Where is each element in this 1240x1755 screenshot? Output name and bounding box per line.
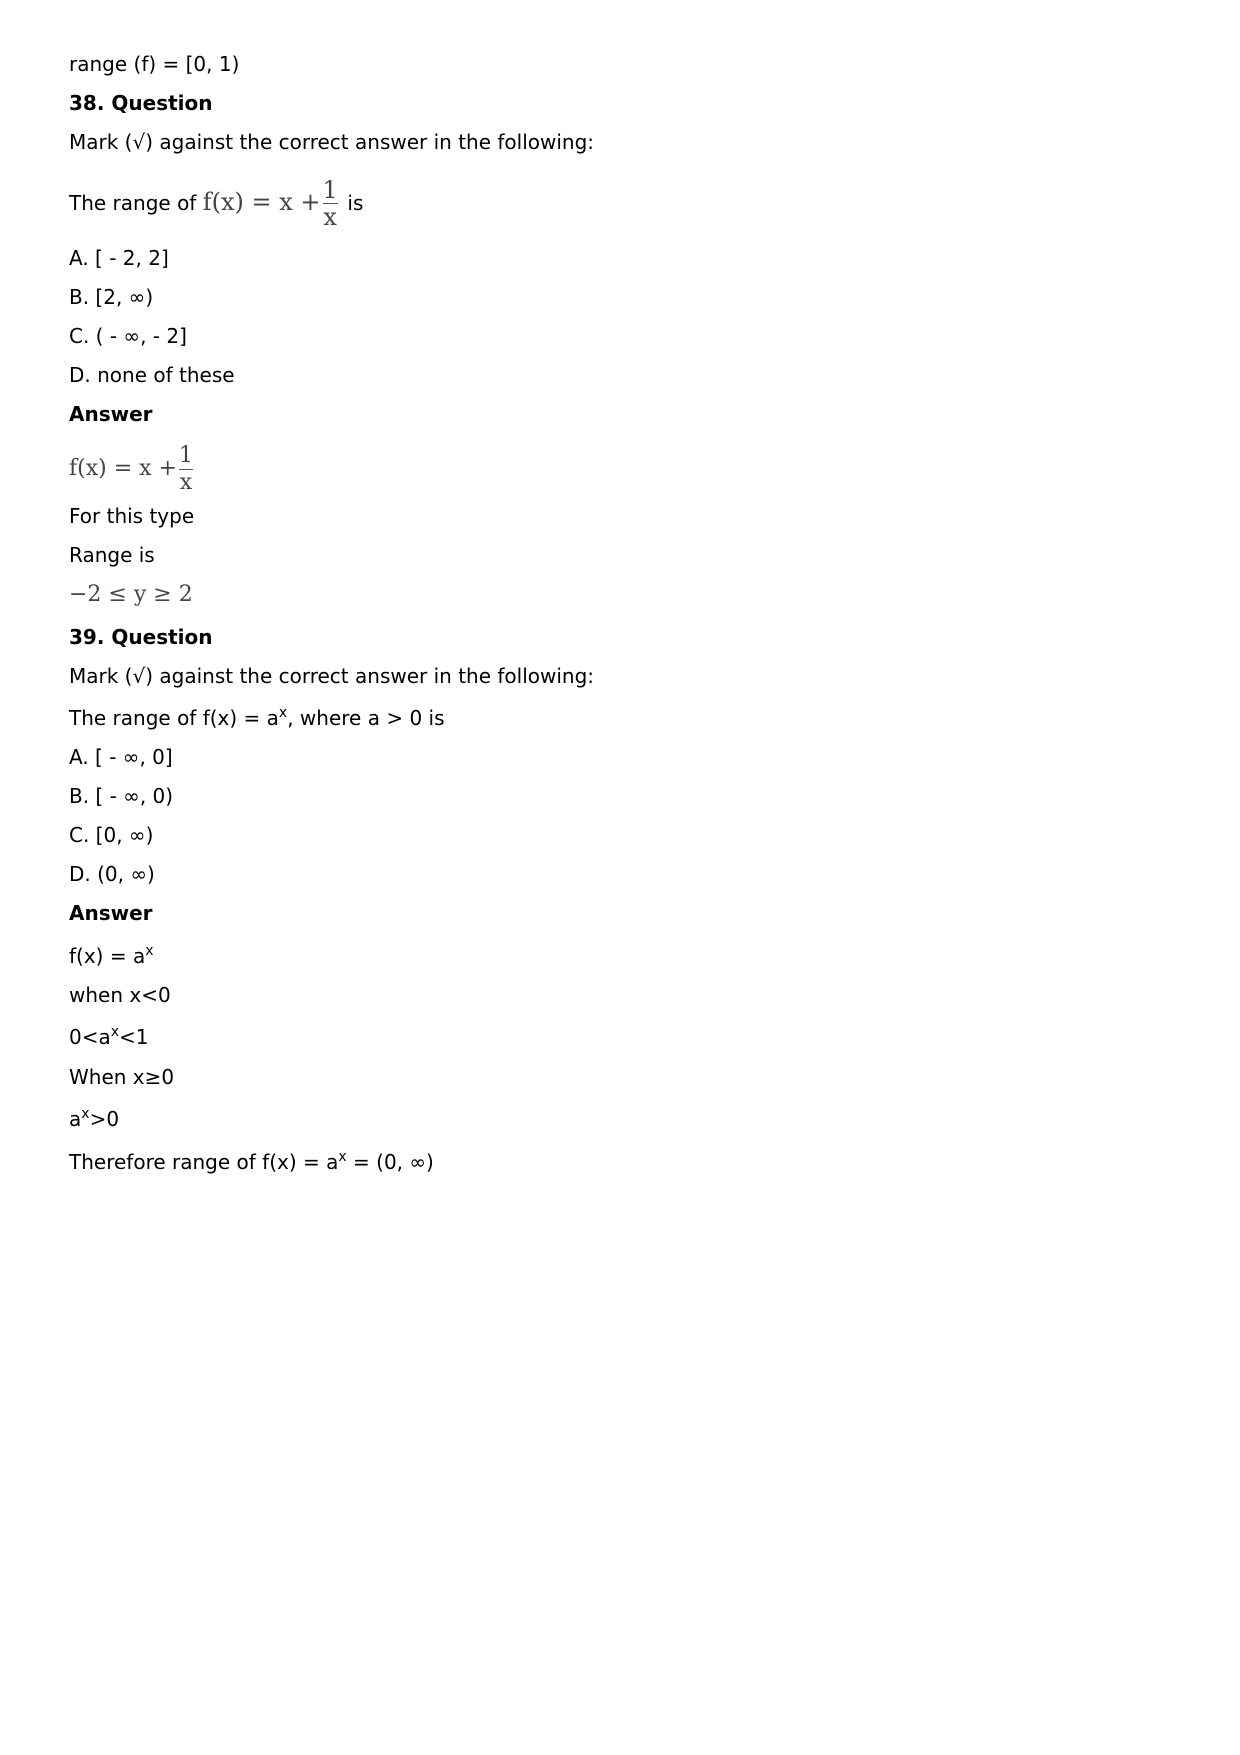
q39-option-a: A. [ - ∞, 0] (69, 745, 173, 769)
q38-answer-formula-numerator: 1 (178, 442, 193, 468)
q39-answer-line-1 (69, 944, 154, 968)
q38-option-a: A. [ - 2, 2] (69, 246, 169, 270)
q38-answer-formula (69, 438, 195, 499)
q39-ans3-tail: <1 (119, 1025, 149, 1049)
q39-option-c: C. [0, ∞) (69, 823, 154, 847)
q38-answer-heading: Answer (69, 402, 153, 426)
q39-answer-line-6 (69, 1150, 434, 1174)
q38-answer-formula-fraction (179, 443, 193, 496)
q38-answer-line-1: For this type (69, 504, 195, 528)
q38-heading: 38. Question (69, 91, 213, 115)
q39-answer-line-5 (69, 1107, 119, 1131)
q39-prompt (69, 706, 445, 730)
q39-option-b: B. [ - ∞, 0) (69, 784, 174, 808)
q39-ans1-base: f(x) = a (69, 944, 146, 968)
previous-answer-tail: range (f) = [0, 1) (69, 52, 240, 76)
q38-option-b: B. [2, ∞) (69, 285, 154, 309)
q39-answer-heading: Answer (69, 901, 153, 925)
q39-ans5-exponent: x (81, 1106, 90, 1122)
q39-ans5-tail: >0 (89, 1107, 120, 1131)
q38-option-d: D. none of these (69, 363, 235, 387)
q39-ans6-base: Therefore range of f(x) = a (69, 1150, 339, 1174)
q39-answer-line-4: When x≥0 (69, 1065, 175, 1089)
q39-option-d: D. (0, ∞) (69, 862, 155, 886)
q39-heading: 39. Question (69, 625, 213, 649)
q38-prompt (69, 172, 363, 233)
q38-instruction: Mark (√) against the correct answer in the following: (69, 130, 595, 154)
q38-formula-numerator: 1 (322, 176, 338, 204)
q38-answer-formula-lhs: f(x) = x + (69, 456, 177, 481)
q38-prompt-suffix: is (347, 191, 364, 215)
q38-answer-result: −2 ≤ y ≥ 2 (69, 582, 193, 607)
q38-formula-denominator: x (323, 203, 337, 231)
q38-formula (202, 176, 348, 231)
q39-ans6-tail: = (0, ∞) (346, 1150, 434, 1174)
q39-ans3-base: 0<a (69, 1025, 111, 1049)
q39-instruction: Mark (√) against the correct answer in the following: (69, 664, 595, 688)
q38-formula-fraction (323, 177, 338, 230)
q39-prompt-a: The range of f(x) = a (69, 706, 279, 730)
q38-formula-lhs: f(x) = x + (202, 188, 321, 216)
q38-option-c: C. ( - ∞, - 2] (69, 324, 187, 348)
q39-prompt-b: , where a > 0 is (287, 706, 445, 730)
q39-ans5-base: a (69, 1107, 82, 1131)
q38-prompt-prefix: The range of (69, 191, 197, 215)
q39-ans1-exponent: x (145, 943, 154, 959)
q38-answer-formula-denominator: x (179, 469, 193, 495)
q39-ans3-exponent: x (110, 1024, 120, 1040)
q39-prompt-exponent: x (278, 705, 288, 721)
q39-ans6-exponent: x (338, 1149, 347, 1165)
q38-answer-line-2: Range is (69, 543, 155, 567)
q39-answer-line-3 (69, 1025, 149, 1049)
q39-answer-line-2: when x<0 (69, 983, 171, 1007)
